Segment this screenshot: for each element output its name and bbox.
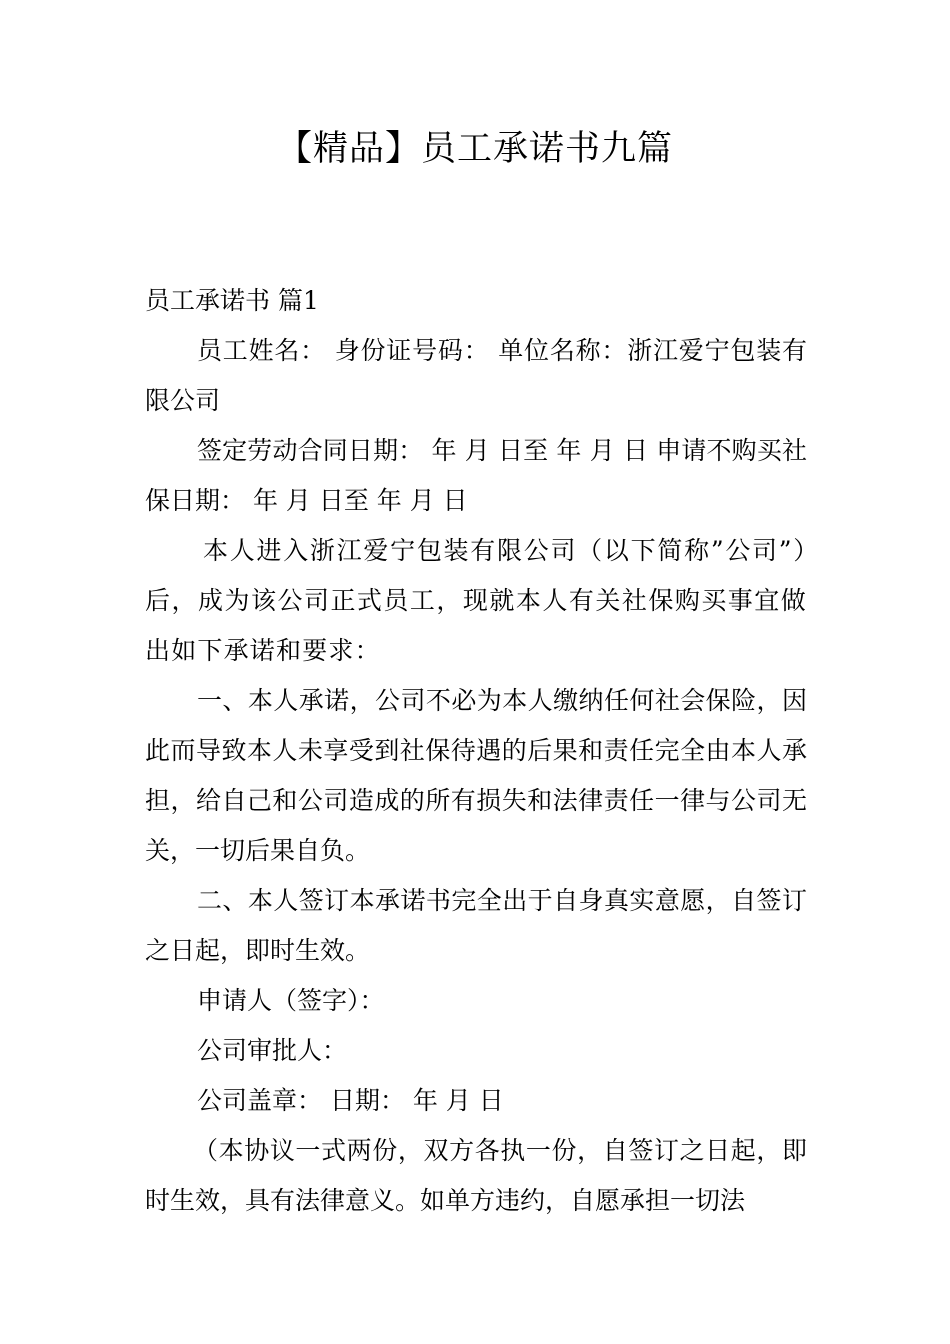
company-seal-date-line: 公司盖章： 日期： 年 月 日 xyxy=(197,1086,504,1115)
intro-paragraph: 本人进入浙江爱宁包装有限公司（以下简称”公司”）后，成为该公司正式员工，现就本人有关社保购买事宜做出如下承诺和要求： xyxy=(145,536,807,665)
section-heading: 员工承诺书 篇1 xyxy=(145,286,319,315)
clause-two-paragraph: 二、本人签订本承诺书完全出于自身真实意愿，自签订之日起，即时生效。 xyxy=(145,886,807,965)
document-title: 【精品】员工承诺书九篇 xyxy=(276,129,673,169)
employee-info-paragraph: 员工姓名： 身份证号码： 单位名称：浙江爱宁包装有限公司 xyxy=(145,336,807,415)
contract-date-paragraph: 签定劳动合同日期： 年 月 日至 年 月 日 申请不购买社保日期： 年 月 日至 年 月 日 xyxy=(145,436,807,515)
company-approver-line: 公司审批人： xyxy=(197,1036,348,1065)
clause-one-paragraph: 一、本人承诺，公司不必为本人缴纳任何社会保险，因此而导致本人未享受到社保待遇的后果和责任完全由本人承担，给自己和公司造成的所有损失和法律责任一律与公司无关，一切后果自负。 xyxy=(145,686,807,865)
agreement-note-paragraph: （本协议一式两份，双方各执一份，自签订之日起，即时生效，具有法律意义。如单方违约，自愿承担一切法 xyxy=(145,1136,807,1215)
document-body xyxy=(145,276,807,1226)
applicant-signature-line: 申请人（签字）： xyxy=(197,986,385,1015)
